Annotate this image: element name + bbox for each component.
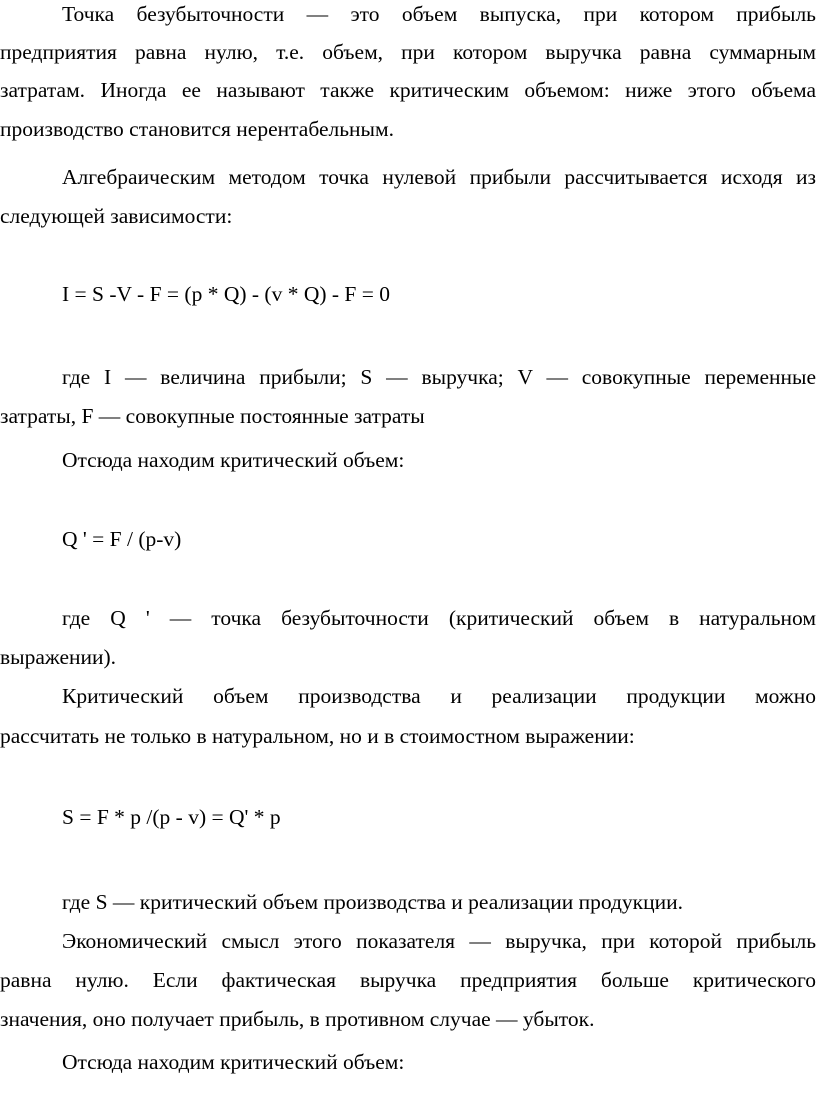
text-line: предприятия равна нулю, т.е. объем, при котором выручка равна суммарным <box>0 40 816 64</box>
text-line: значения, оно получает прибыль, в противном случае — убыток. <box>0 1007 595 1031</box>
text-line: S = F * p /(p - v) = Q' * p <box>62 805 281 829</box>
text-line: затраты, F — совокупные постоянные затраты <box>0 404 425 428</box>
text-line: где I — величина прибыли; S — выручка; V — совокупные переменные <box>62 365 816 389</box>
text-line: где Q ' — точка безубыточности (критический объем в натуральном <box>62 606 816 630</box>
text-line: равна нулю. Если фактическая выручка предприятия больше критического <box>0 968 816 992</box>
text-line: Критический объем производства и реализации продукции можно <box>62 684 816 708</box>
text-line: Отсюда находим критический объем: <box>62 448 405 472</box>
text-line: I = S -V - F = (p * Q) - (v * Q) - F = 0 <box>62 282 391 306</box>
text-line: следующей зависимости: <box>0 204 233 228</box>
text-line: производство становится нерентабельным. <box>0 117 394 141</box>
text-line: где S — критический объем производства и реализации продукции. <box>62 890 684 914</box>
text-line: Точка безубыточности — это объем выпуска, при котором прибыль <box>62 2 816 26</box>
text-line: Алгебраическим методом точка нулевой прибыли рассчитывается исходя из <box>62 165 816 189</box>
text-line: затратам. Иногда ее называют также критическим объемом: ниже этого объема <box>0 78 816 102</box>
text-line: рассчитать не только в натуральном, но и в стоимостном выражении: <box>0 724 635 748</box>
text-line: Экономический смысл этого показателя — выручка, при которой прибыль <box>62 929 816 953</box>
text-line: выражении). <box>0 645 117 669</box>
text-line: Q ' = F / (p-v) <box>62 527 182 551</box>
text-line: Отсюда находим критический объем: <box>62 1050 405 1074</box>
